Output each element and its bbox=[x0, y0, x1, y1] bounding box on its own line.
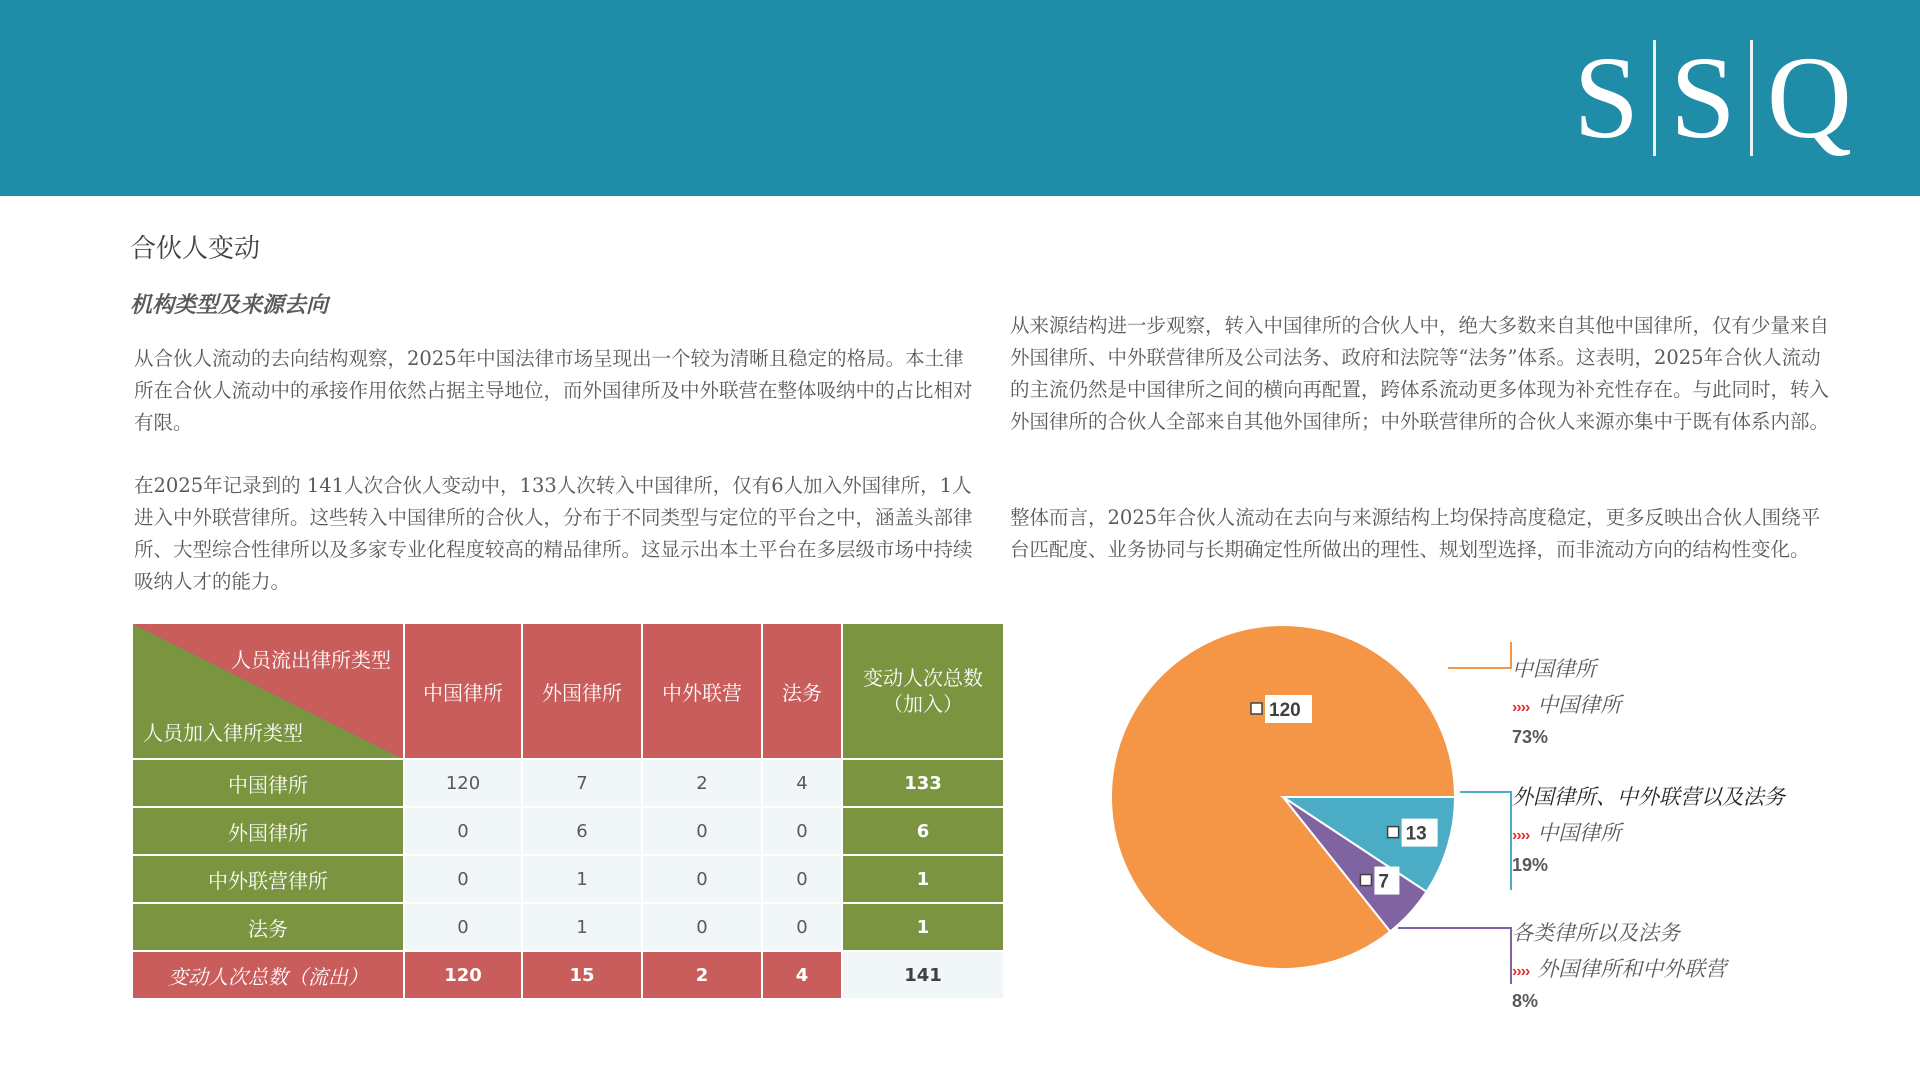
annotation-destination: 中国律所 bbox=[1537, 694, 1622, 717]
table-cell: 0 bbox=[762, 903, 842, 951]
logo-divider bbox=[1653, 40, 1656, 156]
arrow-icon: ›››› bbox=[1512, 699, 1530, 716]
arrow-icon: ›››› bbox=[1512, 963, 1530, 980]
table-cell: 0 bbox=[762, 807, 842, 855]
col-header: 法务 bbox=[762, 623, 842, 759]
table-cell: 0 bbox=[642, 903, 762, 951]
paragraph-4: 整体而言，2025年合伙人流动在去向与来源结构上均保持高度稳定，更多反映出合伙人围绕平台匹配度、业务协同与长期确定性所做出的理性、规划型选择，而非流动方向的结构性变化。 bbox=[1010, 506, 1821, 561]
annotation-percent: 8% bbox=[1512, 991, 1539, 1011]
total-out-label: 变动人次总数（流出） bbox=[132, 951, 404, 999]
table-cell: 0 bbox=[642, 807, 762, 855]
table-cell: 0 bbox=[404, 855, 522, 903]
total-out-cell: 15 bbox=[522, 951, 642, 999]
table-cell: 4 bbox=[762, 759, 842, 807]
total-out-cell: 120 bbox=[404, 951, 522, 999]
header-banner bbox=[0, 0, 1920, 196]
table-cell: 0 bbox=[642, 855, 762, 903]
col-header-total-in: 变动人次总数 （加入） bbox=[842, 623, 1004, 759]
table-cell: 1 bbox=[522, 855, 642, 903]
partner-flow-table bbox=[131, 622, 1005, 1000]
ssq-logo bbox=[1574, 34, 1853, 162]
legend-key-icon bbox=[1360, 875, 1371, 886]
pie-value-text: 13 bbox=[1405, 823, 1427, 845]
row-total: 1 bbox=[842, 855, 1004, 903]
leader-line bbox=[1448, 642, 1511, 668]
annotation-destination: 外国律所和中外联营 bbox=[1537, 958, 1727, 981]
annotation-source: 各类律所以及法务 bbox=[1512, 922, 1680, 945]
leader-line bbox=[1398, 928, 1511, 984]
logo-letter-3: Q bbox=[1766, 32, 1852, 163]
paragraph-2: 在2025年记录到的 141人次合伙人变动中，133人次转入中国律所，仅有6人加入外国律所，1人进入中外联营律所。这些转入中国律所的合伙人，分布于不同类型与定位的平台之中，涵盖头部律所、大型综合性律所以及多家专业化程度较高的精品律所。这显示出本土平台在多层级市场中持续吸纳人才的能力。 bbox=[134, 474, 973, 593]
section-title: 合伙人变动 bbox=[130, 234, 261, 264]
col-header: 外国律所 bbox=[522, 623, 642, 759]
col-header: 中国律所 bbox=[404, 623, 522, 759]
sub-title: 机构类型及来源去向 bbox=[130, 293, 329, 318]
table-corner-cell bbox=[132, 623, 404, 759]
row-total: 6 bbox=[842, 807, 1004, 855]
annotation-destination: 中国律所 bbox=[1537, 822, 1622, 845]
table-cell: 0 bbox=[762, 855, 842, 903]
corner-bottom-label: 人员加入律所类型 bbox=[143, 721, 303, 745]
table-total-row bbox=[132, 951, 1004, 999]
corner-top-label: 人员流出律所类型 bbox=[231, 648, 391, 672]
legend-key-icon bbox=[1251, 703, 1262, 714]
leader-line bbox=[1460, 792, 1511, 890]
paragraph-3: 从来源结构进一步观察，转入中国律所的合伙人中，绝大多数来自其他中国律所，仅有少量来自外国律所、中外联营律所及公司法务、政府和法院等“法务”体系。这表明，2025年合伙人流动的主流仍然是中国律所之间的横向再配置，跨体系流动更多体现为补充性存在。与此同时，转入外国律所的合伙人全部来自其他外国律所；中外联营律所的合伙人来源亦集中于既有体系内部。 bbox=[1010, 314, 1830, 433]
row-label: 外国律所 bbox=[132, 807, 404, 855]
annotation-source: 外国律所、中外联营以及法务 bbox=[1512, 786, 1785, 809]
row-total: 1 bbox=[842, 903, 1004, 951]
row-total: 133 bbox=[842, 759, 1004, 807]
table-cell: 7 bbox=[522, 759, 642, 807]
total-out-cell: 2 bbox=[642, 951, 762, 999]
pie-annotation-3 bbox=[1512, 917, 1726, 1012]
legend-key-icon bbox=[1388, 827, 1399, 838]
table-cell: 0 bbox=[404, 807, 522, 855]
annotation-percent: 73% bbox=[1512, 727, 1549, 747]
table-cell: 6 bbox=[522, 807, 642, 855]
total-out-cell: 4 bbox=[762, 951, 842, 999]
pie-annotation-1 bbox=[1512, 653, 1621, 748]
pie-value-text: 7 bbox=[1378, 871, 1389, 893]
pie-annotation-2 bbox=[1512, 781, 1785, 876]
annotation-percent: 19% bbox=[1512, 855, 1549, 875]
table-row bbox=[132, 759, 1004, 807]
logo-divider bbox=[1750, 40, 1753, 156]
logo-letter-1: S bbox=[1573, 32, 1640, 163]
row-label: 法务 bbox=[132, 903, 404, 951]
table-cell: 2 bbox=[642, 759, 762, 807]
logo-letter-2: S bbox=[1670, 32, 1736, 163]
table-row bbox=[132, 903, 1004, 951]
grand-total: 141 bbox=[842, 951, 1004, 999]
table-cell: 1 bbox=[522, 903, 642, 951]
row-label: 中国律所 bbox=[132, 759, 404, 807]
table-cell: 120 bbox=[404, 759, 522, 807]
col-header: 中外联营 bbox=[642, 623, 762, 759]
arrow-icon: ›››› bbox=[1512, 827, 1530, 844]
paragraph-1: 从合伙人流动的去向结构观察，2025年中国法律市场呈现出一个较为清晰且稳定的格局。本土律所在合伙人流动中的承接作用依然占据主导地位，而外国律所及中外联营在整体吸纳中的占比相对有限。 bbox=[134, 347, 973, 434]
row-label: 中外联营律所 bbox=[132, 855, 404, 903]
pie-value-text: 120 bbox=[1269, 700, 1301, 721]
table-cell: 0 bbox=[404, 903, 522, 951]
table-row bbox=[132, 855, 1004, 903]
annotation-source: 中国律所 bbox=[1512, 658, 1596, 681]
table-row bbox=[132, 807, 1004, 855]
